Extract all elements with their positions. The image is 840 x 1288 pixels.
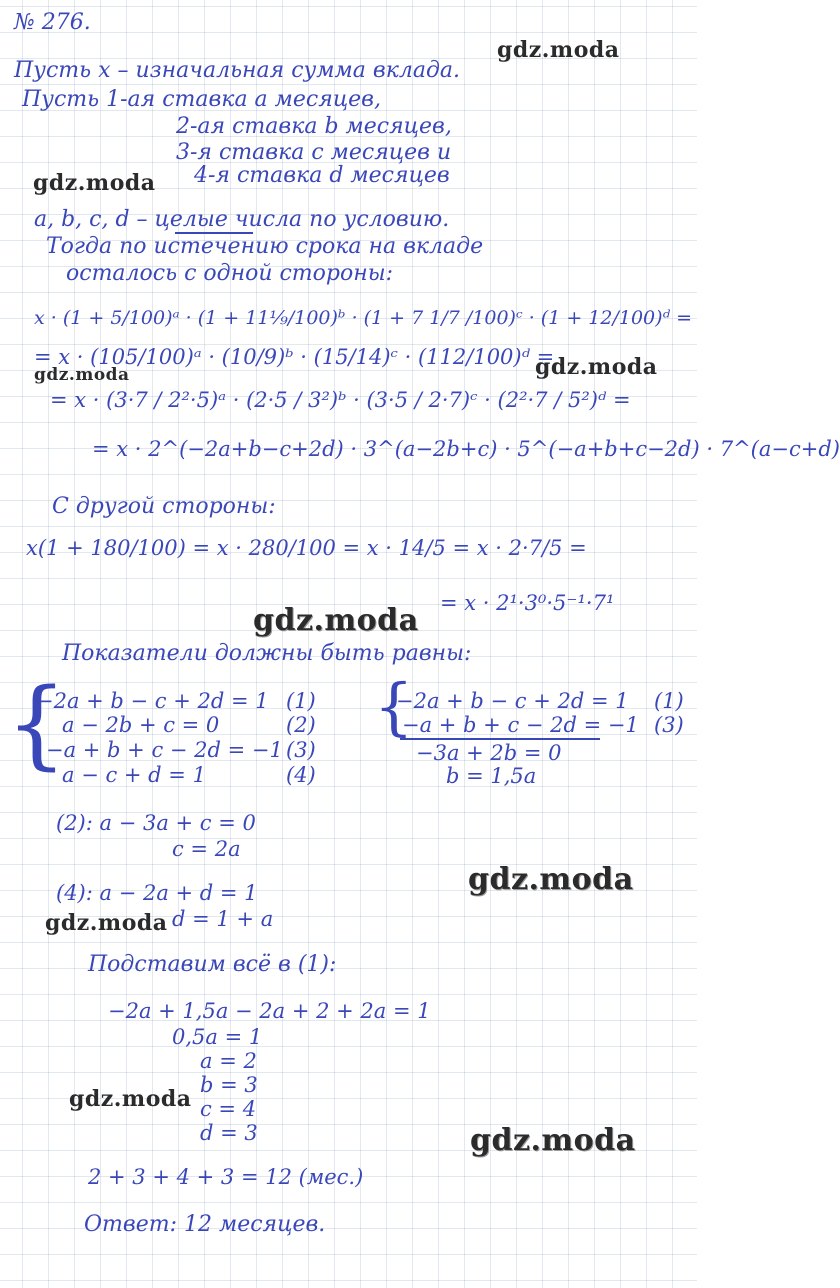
watermark: gdz.moda <box>69 1086 192 1112</box>
system-tag: (4) <box>286 763 316 787</box>
system-equation: −2a + b − c + 2d = 1 <box>396 689 629 713</box>
step-line: (4): a − 2a + d = 1 <box>56 881 258 905</box>
substitution-line: b = 3 <box>200 1073 258 1097</box>
system-tag: (3) <box>654 713 684 737</box>
problem-number: № 276. <box>14 10 91 35</box>
system-result: b = 1,5a <box>446 764 537 788</box>
exponents-label: Показатели должны быть равны: <box>62 641 472 666</box>
system-equation: −2a + b − c + 2d = 1 <box>36 689 269 713</box>
intro-line: 3-я ставка c месяцев и <box>176 140 452 165</box>
watermark: gdz.moda <box>253 603 419 638</box>
system-equation: −a + b + c − 2d = −1 <box>402 713 639 737</box>
system-brace: { <box>374 670 414 743</box>
sum-line: 2 + 3 + 4 + 3 = 12 (мес.) <box>88 1165 364 1189</box>
system-equation: a − c + d = 1 <box>62 763 206 787</box>
other-side-label: С другой стороны: <box>52 494 276 519</box>
condition-line: осталось с одной стороны: <box>66 261 394 286</box>
system-equation: a − 2b + c = 0 <box>62 713 220 737</box>
intro-line: 2-ая ставка b месяцев, <box>176 114 452 139</box>
system-result: −3a + 2b = 0 <box>416 741 562 765</box>
other-side-result: = x · 2¹·3⁰·5⁻¹·7¹ <box>440 591 615 615</box>
step-line: d = 1 + a <box>172 907 274 931</box>
substitution-line: a = 2 <box>200 1049 257 1073</box>
equation-line: = x · (105/100)ᵃ · (10/9)ᵇ · (15/14)ᶜ · (112/100)ᵈ = <box>34 345 555 369</box>
step-line: (2): a − 3a + c = 0 <box>56 811 256 835</box>
watermark: gdz.moda <box>497 37 620 63</box>
answer: Ответ: 12 месяцев. <box>84 1212 326 1237</box>
system-brace: { <box>6 668 68 780</box>
condition-line: Тогда по истечению срока на вкладе <box>46 234 484 259</box>
step-line: c = 2a <box>172 837 241 861</box>
watermark: gdz.moda <box>33 170 156 196</box>
watermark: gdz.moda <box>535 354 658 380</box>
substitution-line: 0,5a = 1 <box>172 1025 263 1049</box>
condition-line: a, b, c, d – целые числа по условию. <box>34 207 450 232</box>
substitution-line: −2a + 1,5a − 2a + 2 + 2a = 1 <box>108 999 431 1023</box>
watermark: gdz.moda <box>34 365 130 385</box>
watermark: gdz.moda <box>468 862 634 897</box>
equation-line: = x · 2^(−2a+b−c+2d) · 3^(a−2b+c) · 5^(−a+b+c−2d) · 7^(a−c+d) <box>92 437 840 461</box>
system-tag: (1) <box>654 689 684 713</box>
intro-line: Пусть 1-ая ставка a месяцев, <box>22 87 381 112</box>
watermark: gdz.moda <box>470 1123 636 1158</box>
substitution-line: d = 3 <box>200 1121 258 1145</box>
substitute-label: Подставим всё в (1): <box>88 952 337 977</box>
equation-line: x · (1 + 5/100)ᵃ · (1 + 11⅑/100)ᵇ · (1 + 7 1/7 /100)ᶜ · (1 + 12/100)ᵈ = <box>34 307 693 329</box>
substitution-line: c = 4 <box>200 1097 257 1121</box>
intro-line: Пусть x – изначальная сумма вклада. <box>14 58 461 83</box>
equation-line: = x · (3·7 / 2²·5)ᵃ · (2·5 / 3²)ᵇ · (3·5 / 2·7)ᶜ · (2²·7 / 5²)ᵈ = <box>50 388 631 412</box>
system-tag: (2) <box>286 713 316 737</box>
watermark: gdz.moda <box>45 910 168 936</box>
intro-line: 4-я ставка d месяцев <box>194 163 450 188</box>
other-side-equation: x(1 + 180/100) = x · 280/100 = x · 14/5 = x · 2·7/5 = <box>26 536 587 560</box>
system-equation: −a + b + c − 2d = −1 <box>46 738 283 762</box>
system-tag: (1) <box>286 689 316 713</box>
system-tag: (3) <box>286 738 316 762</box>
